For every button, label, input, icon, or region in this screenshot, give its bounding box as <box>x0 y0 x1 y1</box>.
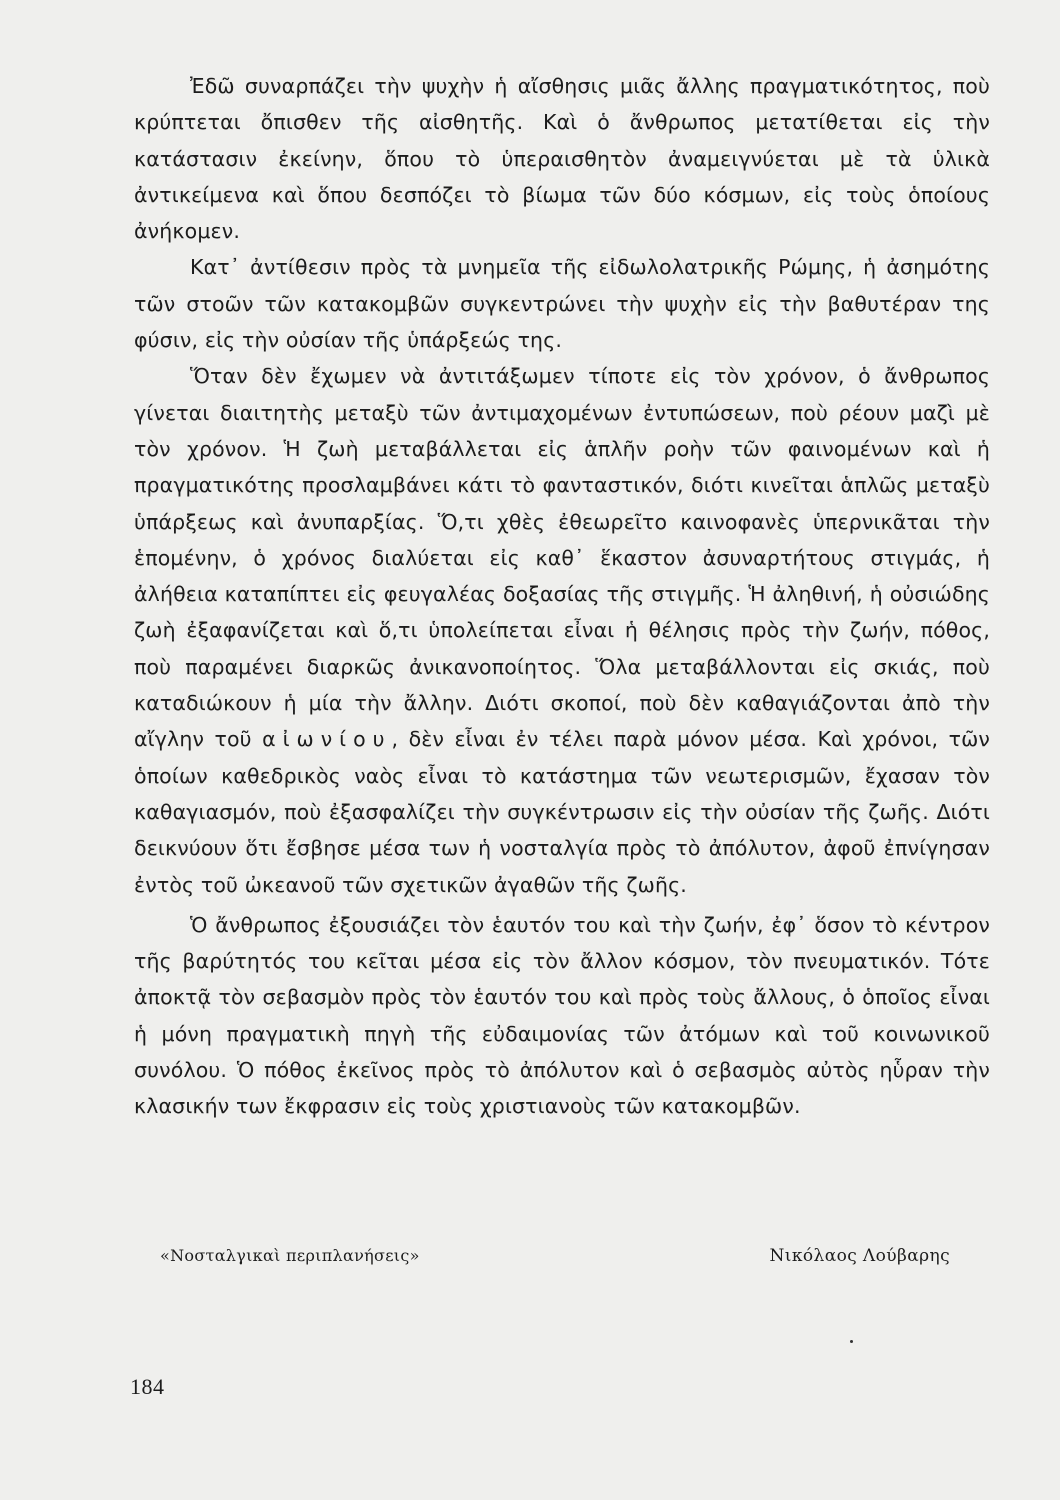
paragraph-4: Ὁ ἄνθρωπος ἐξουσιάζει τὸν ἑαυτόν του καὶ τὴν ζωήν, ἐφ᾽ ὅσον τὸ κέντρον τῆς βαρύτητός του κεῖται μέσα εἰς τὸν ἄλλον κόσμον, τὸν πνευματικόν. Τότε ἀποκτᾷ τὸν σεβασμὸν πρὸς τὸν ἑαυτόν του καὶ πρὸς τοὺς ἄλλους, ὁ ὁποῖος εἶναι ἡ μόνη πραγματικὴ πηγὴ τῆς εὐδαιμονίας τῶν ἀτόμων καὶ τοῦ κοινωνικοῦ συνόλου. Ὁ πόθος ἐκεῖνος πρὸς τὸ ἀπόλυτον καὶ ὁ σεβασμὸς αὐτὸς ηὗραν τὴν κλασικήν των ἔκφρασιν εἰς τοὺς χριστιανοὺς τῶν κατακομβῶν. <box>134 912 990 1119</box>
author-name: Νικόλαος Λούβαρης <box>769 1246 950 1266</box>
emphasized-word: αἰωνίου <box>262 727 392 752</box>
essay-text <box>134 68 990 1125</box>
signature-row <box>160 1246 950 1266</box>
paragraph-3-end: , δὲν εἶναι ἐν τέλει παρὰ μόνον μέσα. Καὶ χρόνοι, τῶν ὁποίων καθεδρικὸς ναὸς εἶναι τὸ κατάστημα τῶν νεωτερισμῶν, ἔχασαν τὸν καθαγιασμόν, ποὺ ἐξασφαλίζει τὴν συγκέντρωσιν εἰς τὴν οὐσίαν τῆς ζωῆς. Διότι δεικνύουν ὅτι ἔσβησε μέσα των ἡ νοσταλγία πρὸς τὸ ἀπόλυτον, ἀφοῦ ἐπνίγησαν ἐντὸς τοῦ ὠκεανοῦ τῶν σχετικῶν ἀγαθῶν τῆς ζωῆς. <box>134 727 990 897</box>
source-title: «Νοσταλγικαὶ περιπλανήσεις» <box>160 1246 420 1265</box>
paragraph-2: Κατ᾽ ἀντίθεσιν πρὸς τὰ μνημεῖα τῆς εἰδωλολατρικῆς Ρώμης, ἡ ἀσημότης τῶν στοῶν τῶν κατακομβῶν συγκεντρώνει τὴν ψυχὴν εἰς τὴν βαθυτέραν της φύσιν, εἰς τὴν οὐσίαν τῆς ὑπάρξεώς της. <box>134 255 990 353</box>
paragraph-3-main: Ὅταν δὲν ἔχωμεν νὰ ἀντιτάξωμεν τίποτε εἰς τὸν χρόνον, ὁ ἄνθρωπος γίνεται διαιτητὴς μεταξὺ τῶν ἀντιμαχομένων ἐντυπώσεων, ποὺ ρέουν μαζὶ μὲ τὸν χρόνον. Ἡ ζωὴ μεταβάλλεται εἰς ἁπλῆν ροὴν τῶν φαινομένων καὶ ἡ πραγματικότης προσλαμβάνει κάτι τὸ φανταστικόν, διότι κινεῖται ἁπλῶς μεταξὺ ὑπάρξεως καὶ ἀνυπαρξίας. Ὅ,τι χθὲς ἐθεωρεῖτο καινοφανὲς ὑπερνικᾶται τὴν ἑπομένην, ὁ χρόνος διαλύεται εἰς καθ᾽ ἕκαστον ἀσυναρτήτους στιγμάς, ἡ ἀλήθεια καταπίπτει εἰς φευγαλέας δοξασίας τῆς στιγμῆς. Ἡ ἀληθινή, ἡ οὐσιώδης ζωὴ ἐξαφανίζεται καὶ ὅ,τι ὑπολείπεται εἶναι ἡ θέλησις πρὸς τὴν ζωήν, πόθος, ποὺ παραμένει διαρκῶς ἀνικανοποίητος. Ὅλα μεταβάλλονται εἰς σκιάς, ποὺ καταδιώκουν ἡ μία τὴν ἄλλην. Διότι σκοποί, ποὺ δὲν καθαγιάζονται ἀπὸ τὴν αἴγλην τοῦ <box>134 364 990 752</box>
page-number: 184 <box>130 1374 165 1399</box>
paragraph-1: Ἐδῶ συναρπάζει τὴν ψυχὴν ἡ αἴσθησις μιᾶς ἄλλης πραγματικότητος, ποὺ κρύπτεται ὄπισθεν τῆς αἰσθητῆς. Καὶ ὁ ἄνθρωπος μετατίθεται εἰς τὴν κατάστασιν ἐκείνην, ὅπου τὸ ὑπεραισθητὸν ἀναμειγνύεται μὲ τὰ ὑλικὰ ἀντικείμενα καὶ ὅπου δεσπόζει τὸ βίωμα τῶν δύο κόσμων, εἰς τοὺς ὁποίους ἀνήκομεν. <box>134 74 990 244</box>
ink-speck <box>850 1340 853 1343</box>
paragraph-3 <box>134 358 990 902</box>
